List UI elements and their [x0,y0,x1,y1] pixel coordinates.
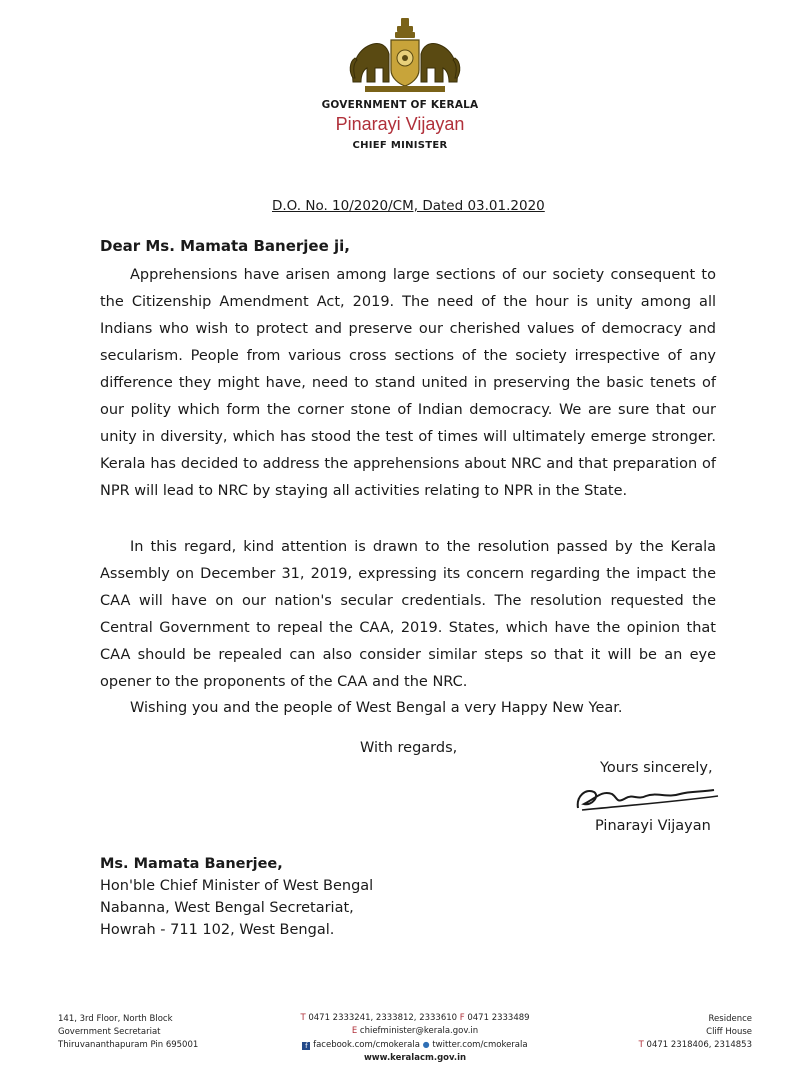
chief-minister-title: CHIEF MINISTER [352,140,448,151]
residence-name: Cliff House [706,1027,752,1037]
handwritten-signature [572,782,722,816]
email-address[interactable]: chiefminister@kerala.gov.in [359,1026,479,1036]
salutation: Dear Ms. Mamata Banerjee ji, [100,237,350,255]
fax-label: F [459,1013,465,1023]
contact-phone-row [270,1012,560,1025]
website-link[interactable]: www.keralacm.gov.in [363,1053,467,1063]
footer-residence [590,1013,752,1052]
fax-number: 0471 2333489 [467,1013,530,1023]
addressee-line-1: Hon'ble Chief Minister of West Bengal [100,878,374,894]
residence-phone: 0471 2318406, 2314853 [646,1040,752,1050]
addressee-name: Ms. Mamata Banerjee, [100,856,283,872]
facebook-link[interactable]: facebook.com/cmokerala [313,1040,420,1050]
paragraph-2: In this regard, kind attention is drawn to the resolution passed by the Kerala Assembly on December 31, 2019, expressing its concern regarding the impact the CAA will have on our nation's secular credentials. The resolution requested the Central Government to repeal the CAA, 2019. States, which have the opinion that CAA should be repealed can also consider similar steps so that it will be an eye opener to the proponents of the CAA and the NRC. [100,539,716,690]
twitter-icon: ● [422,1040,430,1049]
footer-contact [270,1012,560,1065]
government-heading: GOVERNMENT OF KERALA [321,99,479,111]
closing-sincerely: Yours sincerely, [600,760,713,776]
paragraph-3: Wishing you and the people of West Bengal a very Happy New Year. [130,700,623,716]
phone-numbers: 0471 2333241, 2333812, 2333610 [308,1013,458,1023]
facebook-icon: f [302,1042,310,1050]
signer-name: Pinarayi Vijayan [595,818,711,834]
chief-minister-name: Pinarayi Vijayan [335,114,465,134]
phone-label: T [300,1013,306,1023]
office-line-2: Government Secretariat [58,1027,161,1037]
closing-regards: With regards, [360,740,458,756]
addressee-line-3: Howrah - 711 102, West Bengal. [100,922,335,938]
residence-label: Residence [708,1014,752,1024]
footer-office-address [58,1013,198,1052]
contact-email-row [270,1025,560,1038]
residence-phone-label: T [638,1040,644,1050]
kerala-emblem-icon [345,12,465,96]
residence-phone-row [590,1039,752,1052]
office-line-1: 141, 3rd Floor, North Block [58,1014,173,1024]
reference-number: D.O. No. 10/2020/CM, Dated 03.01.2020 [272,198,545,214]
contact-social-row [270,1038,560,1052]
email-label: E [351,1026,358,1036]
paragraph-1: Apprehensions have arisen among large sections of our society consequent to the Citizenship Amendment Act, 2019. The need of the hour is unity among all Indians who wish to protect and preserve our cherished values of democracy and secularism. People from various cross sections of the society irrespective of any difference they might have, need to stand united in preserving the basic tenets of our polity which form the corner stone of Indian democracy. We are sure that our unity in diversity, which has stood the test of times will ultimately emerge stronger. Kerala has decided to address the apprehensions about NRC and that preparation of NPR will lead to NRC by staying all activities relating to NPR in the State. [100,267,716,499]
twitter-link[interactable]: twitter.com/cmokerala [432,1040,528,1050]
addressee-line-2: Nabanna, West Bengal Secretariat, [100,900,354,916]
office-line-3: Thiruvananthapuram Pin 695001 [58,1040,199,1050]
